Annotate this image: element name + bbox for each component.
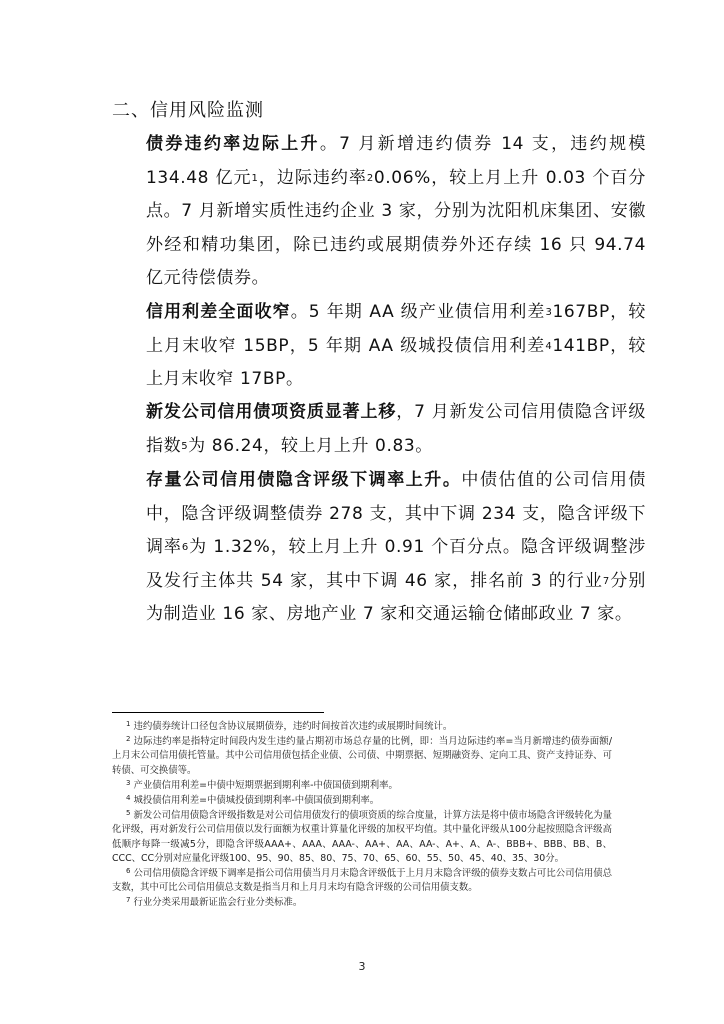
footnote-number: 5 bbox=[126, 809, 131, 818]
footnote-separator bbox=[112, 712, 324, 713]
footnote-text: 边际违约率是指特定时间段内发生违约量占期初市场总存量的比例，即：当月边际违约率=当月新增违约债券面额/上月末公司信用债托管量。其中公司信用债包括企业债、公司债、中期票据、短期融资券、定向工具、资产支持证券、可转债、可交换债等。 bbox=[112, 736, 612, 776]
footnote-text: 新发公司信用债隐含评级指数是对公司信用债发行的债项资质的综合度量，计算方法是将中债市场隐含评级转化为量化评级，再对新发行公司信用债以发行面额为权重计算量化评级的加权平均值。其中量化评级从100分起按照隐含评级高低顺序每降一级减5分，即隐含评级AAA+、AAA、AAA-、AA+、AA、AA-、A+、A、A-、BBB+、BBB、BB、B、CCC、CC分别对应量化评级100、95、90、85、80、75、70、65、60、55、50、45、40、35、30分。 bbox=[112, 810, 612, 864]
footnote-text: 公司信用债隐含评级下调率是指公司信用债当月月末隐含评级低于上月月末隐含评级的债券支数占可比公司信用债总支数，其中可比公司信用债总支数是指当月和上月月末均有隐含评级的公司信用债支数。 bbox=[112, 868, 612, 894]
paragraph-text: ，边际违约率 bbox=[258, 167, 367, 188]
paragraph-text: 0.06%，较上月上升 0.03 个百分点。7 月新增实质性违约企业 3 家，分别为沈阳机床集团、安徽外经和精功集团，除已违约或展期债券外还存续 16 只 94.74 亿元待偿债券。 bbox=[146, 167, 646, 288]
paragraph-lead: 存量公司信用债隐含评级下调率上升。 bbox=[146, 470, 462, 490]
footnote-item bbox=[112, 735, 612, 778]
footnote-item bbox=[112, 867, 612, 895]
footnote-ref[interactable]: 2 bbox=[366, 172, 374, 184]
paragraph-lead: 信用利差全面收窄 bbox=[146, 302, 291, 322]
footnote-ref[interactable]: 7 bbox=[602, 575, 610, 587]
footnote-item bbox=[112, 794, 612, 808]
paragraph-text: 中债估值的公司信用债中，隐含评级调整债券 278 支，其中下调 234 支，隐含评级下调率 bbox=[146, 470, 647, 557]
footnote-item bbox=[112, 720, 612, 734]
footnote-text: 产业债信用利差=中债中短期票据到期利率-中债国债到期利率。 bbox=[133, 779, 398, 791]
page-number: 3 bbox=[358, 960, 366, 973]
paragraph-lead: 新发公司信用债项资质显著上移 bbox=[146, 402, 397, 422]
paragraph-text: 141BP，较上月末收窄 17BP。 bbox=[146, 335, 646, 389]
paragraph-credit-spread bbox=[112, 296, 646, 397]
footnote-text: 违约债券统计口径包含协议展期债券，违约时间按首次违约或展期时间统计。 bbox=[133, 721, 453, 732]
footnote-ref[interactable]: 4 bbox=[545, 340, 553, 352]
paragraph-text: ，7 月新发公司信用债隐含评级指数 bbox=[146, 402, 646, 456]
paragraph-text: 为 86.24，较上月上升 0.83。 bbox=[188, 435, 433, 456]
paragraph-text: 为 1.32%，较上月上升 0.91 个百分点。隐含评级调整涉及发行主体共 54 家，其中下调 46 家，排名前 3 的行业 bbox=[146, 537, 646, 591]
paragraph-new-issue-quality bbox=[112, 396, 646, 463]
paragraph-default-rate bbox=[112, 128, 646, 296]
footnote-item bbox=[112, 779, 612, 793]
footnote-item bbox=[112, 896, 612, 910]
footnote-item bbox=[112, 809, 612, 866]
footnote-number: 1 bbox=[126, 720, 131, 728]
footnote-number: 7 bbox=[126, 896, 131, 905]
footnote-text: 行业分类采用最新证监会行业分类标准。 bbox=[133, 897, 303, 909]
footnote-number: 3 bbox=[126, 778, 131, 787]
paragraph-text: 。7 月新增违约债券 14 支，违约规模 134.48 亿元 bbox=[146, 134, 646, 188]
footnote-ref[interactable]: 6 bbox=[181, 542, 189, 553]
footnote-number: 6 bbox=[126, 867, 131, 876]
paragraph-text: 。5 年期 AA 级产业债信用利差 bbox=[290, 302, 546, 322]
footnotes bbox=[112, 720, 612, 912]
footnote-ref[interactable]: 5 bbox=[181, 440, 189, 452]
footnote-ref[interactable]: 1 bbox=[251, 172, 259, 184]
paragraph-lead: 债券违约率边际上升 bbox=[146, 134, 320, 154]
section-title: 二、信用风险监测 bbox=[112, 100, 264, 121]
paragraph-rating-downgrade bbox=[112, 464, 646, 632]
footnote-text: 城投债信用利差=中债城投债到期利率-中债国债到期利率。 bbox=[133, 795, 380, 807]
paragraph-text: 167BP，较上月末收窄 15BP，5 年期 AA 级城投债信用利差 bbox=[146, 302, 646, 356]
footnote-ref[interactable]: 3 bbox=[545, 307, 553, 318]
footnote-number: 4 bbox=[126, 794, 131, 803]
paragraph-text: 分别为制造业 16 家、房地产业 7 家和交通运输仓储邮政业 7 家。 bbox=[146, 570, 646, 624]
footnote-number: 2 bbox=[126, 735, 131, 744]
